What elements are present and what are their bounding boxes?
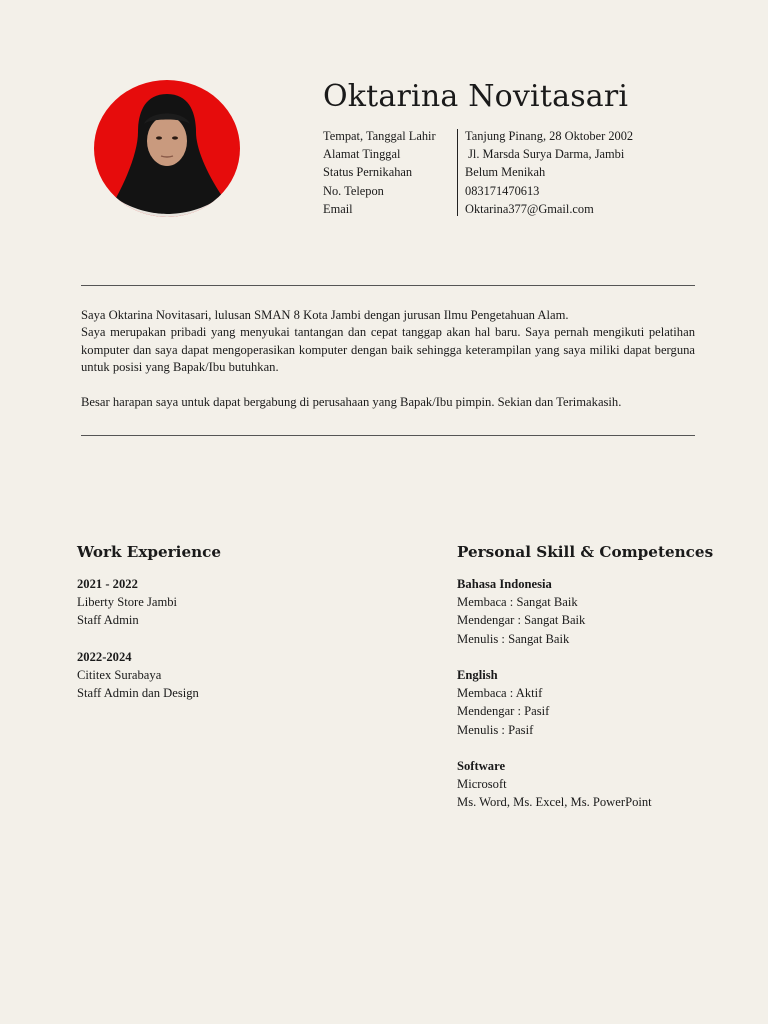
info-row [323, 200, 723, 218]
skills-section [457, 541, 757, 830]
work-company: Cititex Surabaya [77, 668, 162, 682]
divider-bottom [81, 435, 695, 436]
work-item [77, 648, 377, 703]
info-value: Tanjung Pinang, 28 Oktober 2002 [465, 129, 634, 143]
skill-group [457, 757, 757, 812]
skill-line: Mendengar : Pasif [457, 704, 550, 719]
work-role: Staff Admin [77, 613, 139, 628]
summary-paragraph: Saya Oktarina Novitasari, lulusan SMAN 8 Kota Jambi dengan jurusan Ilmu Pengetahuan Alam. [81, 308, 569, 322]
info-label: Email [323, 201, 353, 216]
info-row [323, 182, 723, 200]
info-row [323, 127, 723, 145]
info-row [323, 163, 723, 181]
skill-line: Membaca : Aktif [457, 686, 543, 701]
work-period: 2022-2024 [77, 649, 132, 664]
info-label: Alamat Tinggal [323, 147, 401, 162]
work-company: Liberty Store Jambi [77, 595, 178, 610]
work-period: 2021 - 2022 [77, 577, 138, 591]
skill-line: Menulis : Pasif [457, 722, 534, 737]
profile-photo-illustration [94, 80, 240, 217]
skill-line: Menulis : Sangat Baik [457, 631, 570, 646]
info-row [323, 145, 723, 163]
work-item [77, 575, 377, 630]
work-role: Staff Admin dan Design [77, 686, 199, 701]
info-value: 083171470613 [465, 183, 540, 198]
skill-line: Mendengar : Sangat Baik [457, 613, 586, 628]
skill-group [457, 575, 757, 648]
summary-section [81, 307, 695, 411]
info-label: No. Telepon [323, 183, 384, 198]
work-experience-section [77, 541, 377, 721]
info-value: Jl. Marsda Surya Darma, Jambi [465, 147, 625, 162]
info-label: Status Pernikahan [323, 165, 413, 180]
skill-group-title: Software [457, 759, 506, 773]
info-value: Belum Menikah [465, 165, 546, 180]
personal-info [323, 127, 723, 218]
skill-line: Ms. Word, Ms. Excel, Ms. PowerPoint [457, 795, 652, 810]
skill-group-title: Bahasa Indonesia [457, 577, 552, 591]
page-title: Oktarina Novitasari [323, 79, 629, 114]
divider-top [81, 285, 695, 286]
skill-line: Membaca : Sangat Baik [457, 595, 578, 610]
skill-group [457, 666, 757, 739]
section-heading: Personal Skill & Competences [457, 543, 714, 561]
skill-line: Microsoft [457, 777, 507, 792]
skill-group-title: English [457, 668, 498, 682]
section-heading: Work Experience [77, 543, 222, 561]
profile-photo [94, 80, 240, 217]
summary-paragraph: Saya merupakan pribadi yang menyukai tantangan dan cepat tanggap akan hal baru. Saya pernah mengikuti pelatihan komputer dan saya dapat mengoperasikan komputer dengan baik sehingga keterampilan yang saya miliki dapat berguna untuk posisi yang Bapak/Ibu butuhkan. [81, 325, 695, 375]
email-value: Oktarina377@Gmail.com [465, 201, 594, 216]
info-label: Tempat, Tanggal Lahir [323, 129, 436, 143]
summary-paragraph: Besar harapan saya untuk dapat bergabung di perusahaan yang Bapak/Ibu pimpin. Sekian dan Terimakasih. [81, 395, 622, 410]
